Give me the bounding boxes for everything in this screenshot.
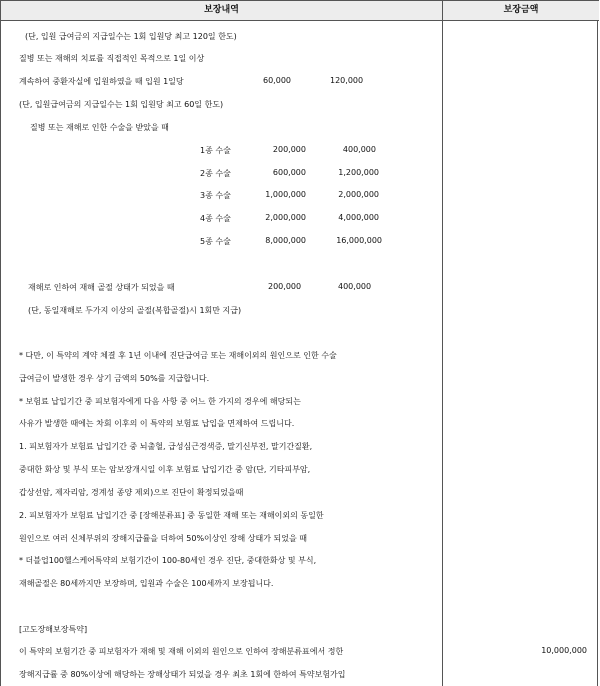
surgery-amount-b: 2,000,000	[338, 190, 379, 199]
fracture-condition-line: 재해로 인하여 재해 골절 상태가 되었을 때	[28, 283, 175, 292]
age-limit-note-line-1: * 더블업100헬스케어특약의 보험기간이 100-80세인 경우 진단, 중대한화상 및 부식,	[19, 556, 317, 565]
surgery-amount-a: 8,000,000	[265, 236, 306, 245]
surgery-condition-line: 질병 또는 재해로 인한 수술을 받았을 때	[30, 123, 169, 132]
rider-description-line-1: 이 특약의 보험기간 중 피보험자가 재해 및 재해 이외의 원인으로 인하여 장해분류표에서 정한	[19, 647, 344, 656]
disability-amount: 10,000,000	[541, 646, 587, 655]
surgery-grade-label: 3종 수술	[200, 191, 231, 200]
rider-title: [고도장해보장특약]	[19, 625, 88, 634]
waiver-item-2-line-1: 2. 피보험자가 보험료 납입기간 중 [장해분류표] 중 동일한 재해 또는 재해이외의 동일한	[19, 511, 324, 520]
surgery-amount-b: 16,000,000	[336, 236, 382, 245]
waiver-item-1-line-1: 1. 피보험자가 보험료 납입기간 중 뇌출혈, 급성심근경색증, 말기신부전, 말기간질환,	[19, 442, 313, 451]
waiver-item-1-line-2: 중대한 화상 및 부식 또는 암보장개시일 이후 보험료 납입기간 중 암(단, 기타피부암,	[19, 465, 311, 474]
rider-description-line-2: 장해지급률 중 80%이상에 해당하는 장해상태가 되었을 경우 최초 1회에 한하여 특약보험가입	[19, 670, 346, 679]
icu-amount-b: 120,000	[330, 76, 364, 85]
column-divider	[442, 0, 443, 686]
surgery-amount-a: 600,000	[272, 168, 306, 177]
surgery-grade-label: 4종 수술	[200, 214, 231, 223]
waiver-item-1-line-3: 갑상선암, 제자리암, 경계성 종양 제외)으로 진단이 확정되었을때	[19, 488, 244, 497]
surgery-amount-a: 200,000	[272, 145, 306, 154]
surgery-amount-a: 2,000,000	[265, 213, 306, 222]
surgery-amount-b: 4,000,000	[338, 213, 379, 222]
reduction-note-line-2: 급여금이 발생한 경우 상기 금액의 50%를 지급합니다.	[19, 374, 210, 383]
fracture-amount-a: 200,000	[268, 282, 302, 291]
surgery-amount-b: 400,000	[342, 145, 376, 154]
fracture-limit-note: (단, 동일재해로 두가지 이상의 골절(복합골절)시 1회만 지급)	[28, 306, 242, 315]
icu-per-day-line: 계속하여 중환자실에 입원하였을 때 입원 1일당	[19, 77, 184, 86]
age-limit-note-line-2: 재해골절은 80세까지만 보장하며, 입원과 수술은 100세까지 보장됩니다.	[19, 579, 274, 588]
icu-condition-line: 질병 또는 재해의 치료를 직접적인 목적으로 1일 이상	[19, 54, 205, 63]
inpatient-limit-note: (단, 입원 급여금의 지급일수는 1회 입원당 최고 120일 한도)	[25, 32, 237, 41]
surgery-grade-label: 2종 수술	[200, 169, 231, 178]
surgery-amount-b: 1,200,000	[338, 168, 379, 177]
icu-limit-note: (단, 입원급여금의 지급일수는 1회 입원당 최고 60일 한도)	[19, 100, 224, 109]
icu-amount-a: 60,000	[263, 76, 291, 85]
waiver-note-line-2: 사유가 발생한 때에는 차회 이후의 이 특약의 보험료 납입을 면제하여 드립니다.	[19, 419, 295, 428]
coverage-column-header: 보장내역	[204, 5, 239, 15]
reduction-note-line-1: * 다만, 이 특약의 계약 체결 후 1년 이내에 진단급여금 또는 재해이외의 원인으로 인한 수술	[19, 351, 337, 360]
waiver-note-line-1: * 보험료 납입기간 중 피보험자에게 다음 사항 중 어느 한 가지의 경우에 해당되는	[19, 397, 301, 406]
table-header	[1, 0, 599, 21]
fracture-amount-b: 400,000	[338, 282, 372, 291]
surgery-amount-a: 1,000,000	[265, 190, 306, 199]
amount-column-header: 보장금액	[503, 5, 539, 15]
waiver-item-2-line-2: 원인으로 여러 신체부위의 장해지급률을 더하여 50%이상인 장해 상태가 되었을 때	[19, 534, 307, 543]
surgery-grade-label: 1종 수술	[200, 146, 231, 155]
surgery-grade-label: 5종 수술	[200, 237, 231, 246]
